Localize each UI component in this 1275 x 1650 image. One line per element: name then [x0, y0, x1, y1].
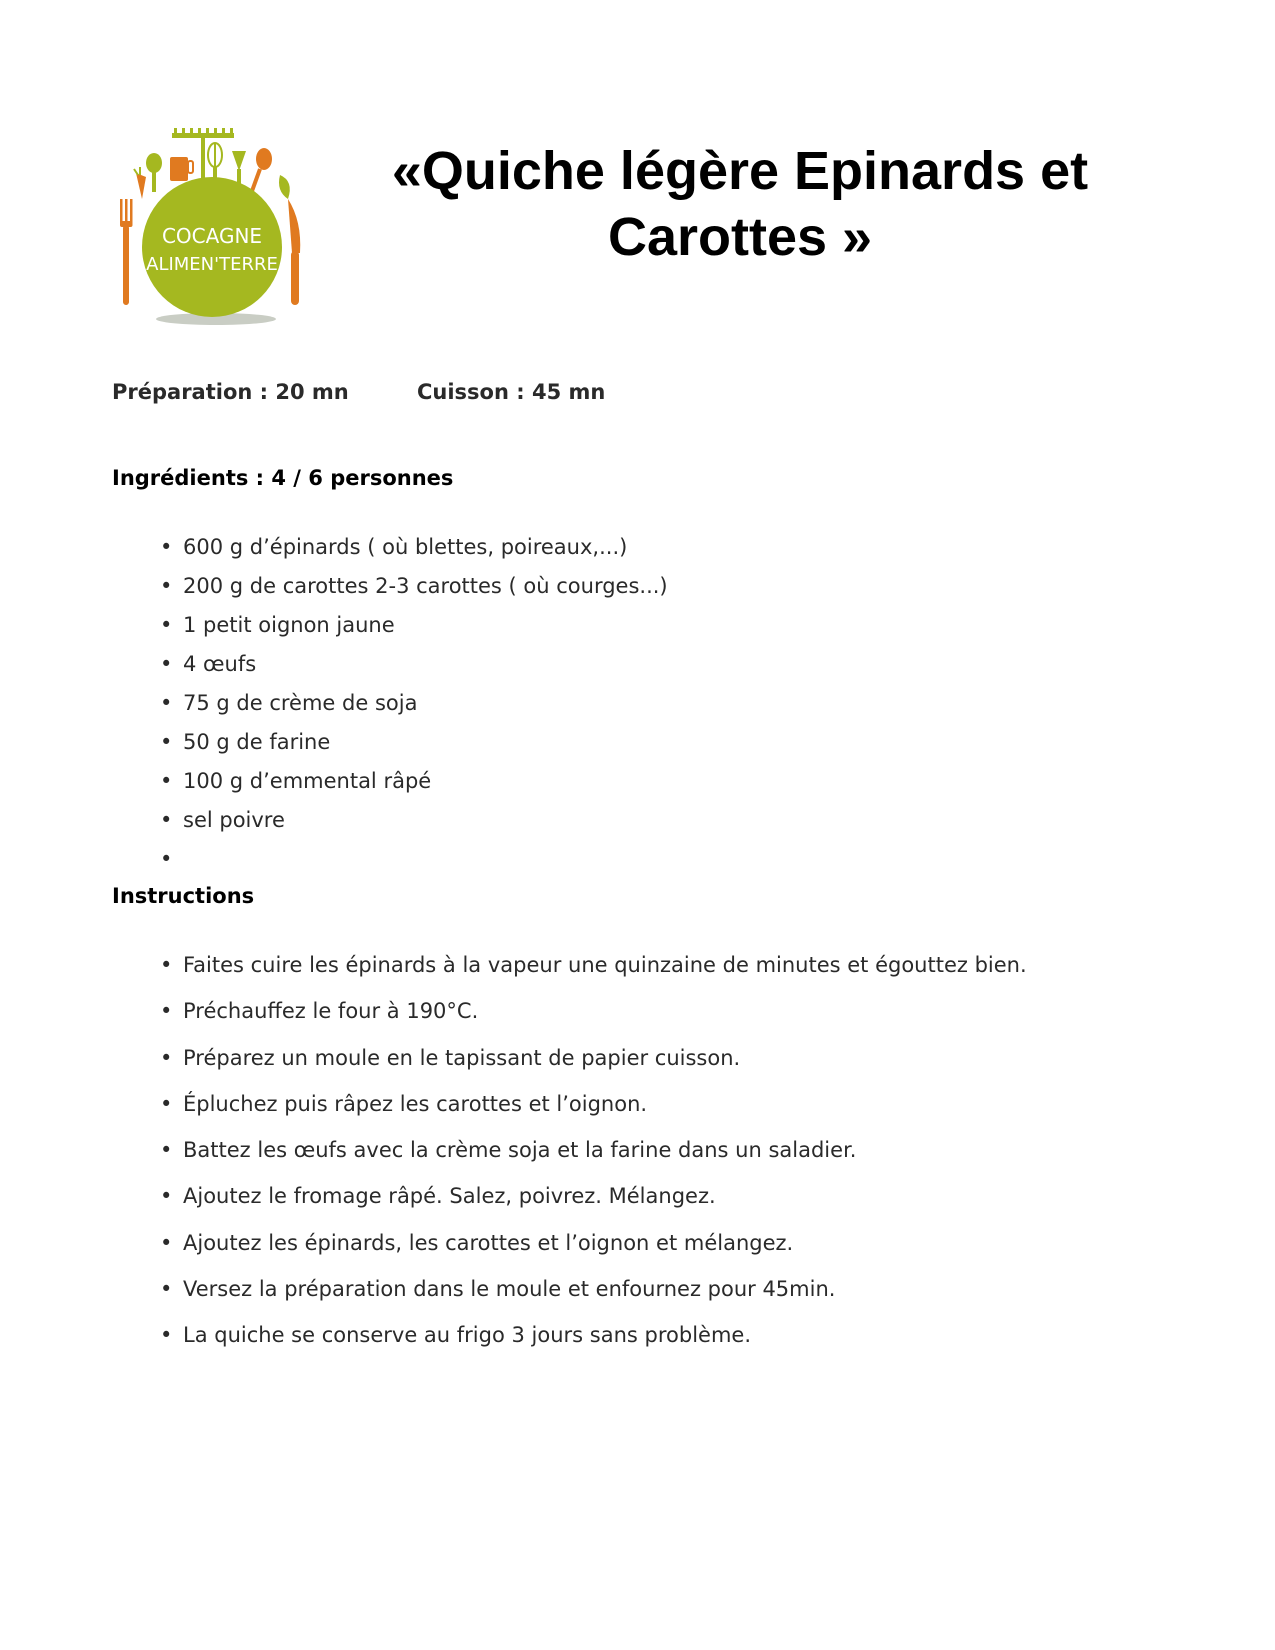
instruction-step: • Ajoutez le fromage râpé. Salez, poivrez. Mélangez. [160, 1184, 716, 1209]
logo-line2: ALIMEN'TERRE [146, 254, 278, 275]
spatula-icon [252, 148, 272, 191]
page-title [360, 138, 1120, 270]
logo-graphic [112, 125, 322, 335]
instruction-step: • Préparez un moule en le tapissant de papier cuisson. [160, 1045, 741, 1070]
ingredient-item: • 1 petit oignon jaune [160, 613, 395, 637]
title-line-2: Carottes » [607, 207, 873, 267]
title-line-1: «Quiche légère Epinards et [391, 141, 1089, 201]
bullet-icon: • [160, 1230, 173, 1255]
bullet-icon: • [160, 1184, 173, 1209]
preparation-time: Préparation : 20 mn [112, 380, 349, 404]
spoon-icon [146, 153, 162, 192]
bullet-icon: • [160, 808, 173, 832]
ingredients-heading: Ingrédients : 4 / 6 personnes [112, 466, 454, 490]
bullet-icon: • [160, 953, 173, 977]
ingredient-item: • 75 g de crème de soja [160, 691, 418, 715]
bullet-icon: • [160, 730, 173, 754]
knife-icon [288, 199, 300, 305]
bullet-icon: • [160, 691, 173, 715]
bullet-icon: • [160, 847, 173, 871]
bullet-icon: • [160, 652, 173, 676]
bullet-icon: • [160, 535, 173, 559]
ingredient-item: • sel poivre [160, 808, 285, 832]
carrot-icon [134, 167, 146, 199]
ingredient-item: • 100 g d’emmental râpé [160, 769, 432, 793]
instruction-step: • Épluchez puis râpez les carottes et l’oignon. [160, 1091, 648, 1116]
bullet-icon: • [160, 769, 173, 793]
instruction-step: • Ajoutez les épinards, les carottes et l’oignon et mélangez. [160, 1230, 794, 1255]
ingredient-item: • 4 œufs [160, 652, 257, 676]
fork-icon [120, 199, 133, 305]
bullet-icon: • [160, 613, 173, 637]
logo-line1: COCAGNE [161, 224, 263, 248]
bullet-icon: • [160, 1138, 173, 1163]
leaf-icon [279, 175, 290, 199]
instruction-step: • La quiche se conserve au frigo 3 jours sans problème. [160, 1323, 751, 1348]
ingredient-item: • 600 g d’épinards ( où blettes, poireaux,...) [160, 535, 628, 559]
ingredients-list [160, 534, 668, 885]
instructions-heading: Instructions [112, 884, 255, 908]
ingredient-item-empty [160, 846, 668, 885]
bullet-icon: • [160, 999, 173, 1024]
bullet-icon: • [160, 1091, 173, 1116]
bullet-icon: • [160, 1277, 173, 1302]
instruction-step: • Faites cuire les épinards à la vapeur une quinzaine de minutes et égouttez bien. [160, 953, 1027, 977]
instruction-step: • Battez les œufs avec la crème soja et la farine dans un saladier. [160, 1138, 857, 1163]
ingredient-item: • 50 g de farine [160, 730, 331, 754]
cup-icon [170, 157, 193, 181]
logo [112, 125, 322, 335]
instruction-step: • Préchauffez le four à 190°C. [160, 999, 479, 1024]
ingredient-item: • 200 g de carottes 2-3 carottes ( où courges...) [160, 574, 668, 598]
instruction-step: • Versez la préparation dans le moule et enfournez pour 45min. [160, 1277, 836, 1302]
instructions-list [160, 952, 1027, 1369]
bullet-icon: • [160, 1045, 173, 1070]
bullet-icon: • [160, 1323, 173, 1348]
cooking-time: Cuisson : 45 mn [417, 380, 606, 404]
bullet-icon: • [160, 574, 173, 598]
